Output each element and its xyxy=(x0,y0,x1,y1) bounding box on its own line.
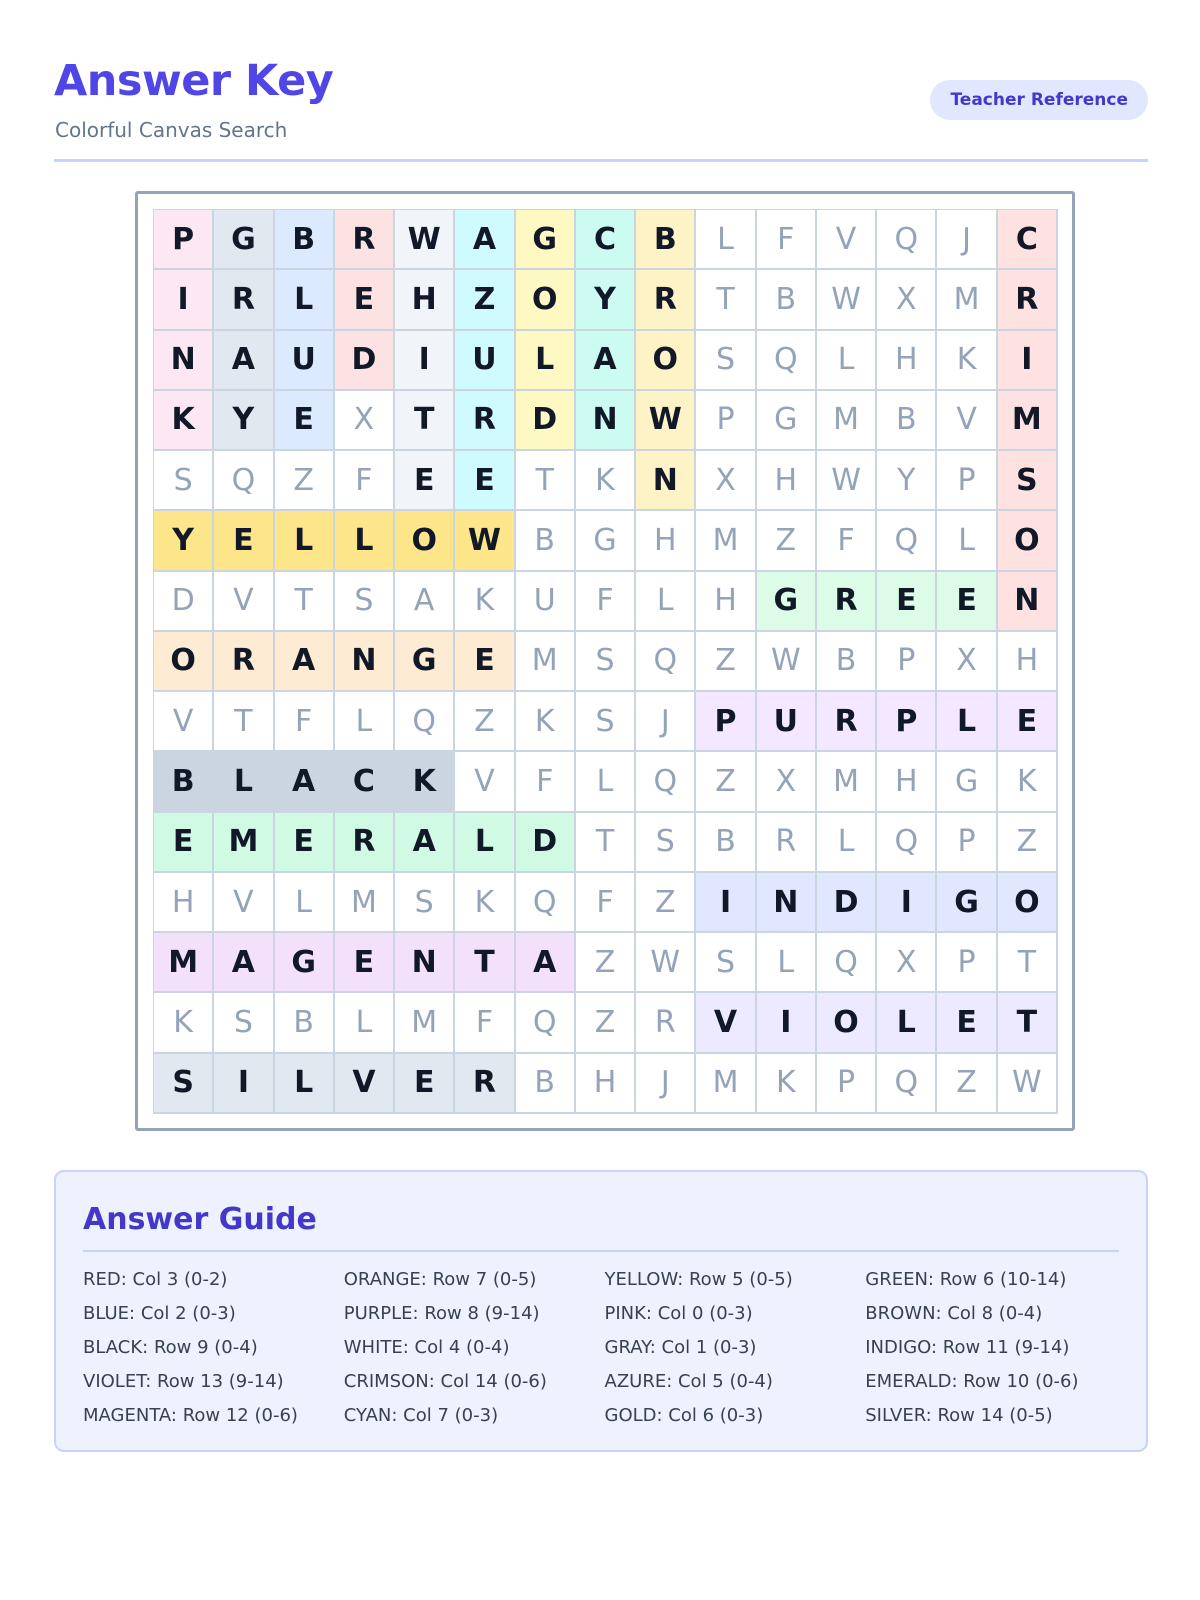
grid-cell: L xyxy=(275,1054,335,1114)
grid-cell: A xyxy=(214,331,274,391)
grid-cell: N xyxy=(395,933,455,993)
grid-cell: Z xyxy=(576,933,636,993)
grid-cell: X xyxy=(937,632,997,692)
grid-cell: I xyxy=(998,331,1058,391)
grid-cell: L xyxy=(455,813,515,873)
grid-cell: V xyxy=(214,572,274,632)
grid-cell: R xyxy=(998,270,1058,330)
grid-cell: P xyxy=(696,391,756,451)
grid-cell: A xyxy=(395,572,455,632)
grid-cell: Q xyxy=(877,1054,937,1114)
grid-cell: K xyxy=(395,752,455,812)
answer-guide-item: INDIGO: Row 11 (9-14) xyxy=(865,1337,1070,1358)
teacher-reference-badge: Teacher Reference xyxy=(930,80,1148,120)
grid-cell: S xyxy=(154,451,214,511)
grid-cell: Z xyxy=(998,813,1058,873)
grid-cell: T xyxy=(455,933,515,993)
grid-cell: M xyxy=(998,391,1058,451)
grid-cell: L xyxy=(214,752,274,812)
grid-cell: W xyxy=(636,391,696,451)
grid-cell: L xyxy=(696,210,756,270)
grid-cell: S xyxy=(214,993,274,1053)
grid-cell: E xyxy=(455,632,515,692)
grid-cell: R xyxy=(214,270,274,330)
grid-cell: A xyxy=(275,752,335,812)
grid-cell: O xyxy=(395,511,455,571)
puzzle-frame xyxy=(135,191,1075,1131)
grid-cell: Q xyxy=(636,752,696,812)
grid-cell: H xyxy=(636,511,696,571)
grid-cell: A xyxy=(214,933,274,993)
grid-cell: B xyxy=(275,210,335,270)
grid-cell: P xyxy=(154,210,214,270)
grid-cell: B xyxy=(817,632,877,692)
grid-cell: Q xyxy=(395,692,455,752)
grid-cell: I xyxy=(757,993,817,1053)
grid-cell: R xyxy=(214,632,274,692)
grid-cell: E xyxy=(154,813,214,873)
grid-cell: B xyxy=(154,752,214,812)
grid-cell: E xyxy=(275,391,335,451)
grid-cell: M xyxy=(516,632,576,692)
grid-cell: M xyxy=(696,1054,756,1114)
grid-cell: R xyxy=(817,692,877,752)
grid-cell: P xyxy=(696,692,756,752)
answer-guide-divider xyxy=(83,1250,1119,1252)
grid-cell: A xyxy=(576,331,636,391)
grid-cell: W xyxy=(395,210,455,270)
answer-guide-item: PINK: Col 0 (0-3) xyxy=(604,1303,753,1324)
grid-cell: T xyxy=(998,933,1058,993)
grid-cell: F xyxy=(576,873,636,933)
grid-cell: N xyxy=(154,331,214,391)
grid-cell: R xyxy=(817,572,877,632)
grid-cell: L xyxy=(937,511,997,571)
grid-cell: A xyxy=(275,632,335,692)
grid-cell: G xyxy=(757,572,817,632)
answer-guide-item: WHITE: Col 4 (0-4) xyxy=(343,1337,510,1358)
grid-cell: B xyxy=(636,210,696,270)
grid-cell: U xyxy=(455,331,515,391)
grid-cell: E xyxy=(877,572,937,632)
answer-guide-item: YELLOW: Row 5 (0-5) xyxy=(604,1269,793,1290)
grid-cell: B xyxy=(757,270,817,330)
grid-cell: F xyxy=(455,993,515,1053)
grid-cell: F xyxy=(335,451,395,511)
grid-cell: L xyxy=(335,511,395,571)
page-title: Answer Key xyxy=(54,56,334,106)
grid-cell: P xyxy=(817,1054,877,1114)
grid-cell: Z xyxy=(455,270,515,330)
grid-cell: D xyxy=(335,331,395,391)
grid-cell: X xyxy=(757,752,817,812)
grid-cell: Z xyxy=(757,511,817,571)
grid-cell: X xyxy=(877,933,937,993)
grid-cell: L xyxy=(335,993,395,1053)
grid-cell: L xyxy=(516,331,576,391)
grid-cell: E xyxy=(937,572,997,632)
grid-cell: J xyxy=(636,692,696,752)
grid-cell: S xyxy=(576,632,636,692)
grid-cell: Y xyxy=(576,270,636,330)
grid-cell: N xyxy=(757,873,817,933)
answer-guide-item: AZURE: Col 5 (0-4) xyxy=(604,1371,773,1392)
grid-cell: H xyxy=(154,873,214,933)
grid-cell: D xyxy=(516,813,576,873)
grid-cell: Z xyxy=(696,632,756,692)
grid-cell: R xyxy=(335,210,395,270)
grid-cell: F xyxy=(275,692,335,752)
grid-cell: K xyxy=(757,1054,817,1114)
grid-cell: G xyxy=(937,752,997,812)
grid-cell: C xyxy=(998,210,1058,270)
grid-cell: M xyxy=(214,813,274,873)
grid-cell: W xyxy=(998,1054,1058,1114)
grid-cell: H xyxy=(395,270,455,330)
answer-guide-item: BROWN: Col 8 (0-4) xyxy=(865,1303,1043,1324)
grid-cell: L xyxy=(275,270,335,330)
grid-cell: T xyxy=(214,692,274,752)
grid-cell: S xyxy=(395,873,455,933)
grid-cell: K xyxy=(998,752,1058,812)
grid-cell: Q xyxy=(516,873,576,933)
grid-cell: I xyxy=(154,270,214,330)
grid-cell: W xyxy=(817,270,877,330)
grid-cell: X xyxy=(335,391,395,451)
grid-cell: R xyxy=(636,993,696,1053)
grid-cell: Q xyxy=(877,511,937,571)
grid-cell: E xyxy=(275,813,335,873)
grid-cell: U xyxy=(516,572,576,632)
grid-cell: O xyxy=(817,993,877,1053)
grid-cell: C xyxy=(576,210,636,270)
grid-cell: E xyxy=(335,933,395,993)
grid-cell: V xyxy=(335,1054,395,1114)
grid-cell: Z xyxy=(937,1054,997,1114)
grid-cell: F xyxy=(817,511,877,571)
grid-cell: R xyxy=(335,813,395,873)
grid-cell: O xyxy=(516,270,576,330)
grid-cell: I xyxy=(214,1054,274,1114)
grid-cell: L xyxy=(275,511,335,571)
grid-cell: H xyxy=(696,572,756,632)
grid-cell: H xyxy=(576,1054,636,1114)
grid-cell: H xyxy=(877,752,937,812)
grid-cell: R xyxy=(757,813,817,873)
grid-cell: K xyxy=(455,873,515,933)
grid-cell: S xyxy=(636,813,696,873)
answer-guide-item: GRAY: Col 1 (0-3) xyxy=(604,1337,757,1358)
answer-guide-title: Answer Guide xyxy=(83,1202,317,1237)
answer-guide-item: RED: Col 3 (0-2) xyxy=(83,1269,228,1290)
grid-cell: K xyxy=(516,692,576,752)
grid-cell: Q xyxy=(877,210,937,270)
grid-cell: S xyxy=(154,1054,214,1114)
answer-guide-item: GOLD: Col 6 (0-3) xyxy=(604,1405,764,1426)
grid-cell: T xyxy=(998,993,1058,1053)
answer-guide-item: ORANGE: Row 7 (0-5) xyxy=(343,1269,537,1290)
grid-cell: L xyxy=(636,572,696,632)
grid-cell: Z xyxy=(576,993,636,1053)
grid-cell: T xyxy=(516,451,576,511)
grid-cell: T xyxy=(395,391,455,451)
grid-cell: H xyxy=(877,331,937,391)
grid-cell: Q xyxy=(636,632,696,692)
grid-cell: V xyxy=(817,210,877,270)
page-subtitle: Colorful Canvas Search xyxy=(55,118,288,142)
grid-cell: O xyxy=(636,331,696,391)
grid-cell: Q xyxy=(214,451,274,511)
grid-cell: H xyxy=(757,451,817,511)
grid-cell: Q xyxy=(817,933,877,993)
page-header xyxy=(54,52,1148,162)
answer-guide-item: PURPLE: Row 8 (9-14) xyxy=(343,1303,540,1324)
answer-guide-item: SILVER: Row 14 (0-5) xyxy=(865,1405,1053,1426)
answer-guide-item: BLACK: Row 9 (0-4) xyxy=(83,1337,258,1358)
grid-cell: N xyxy=(576,391,636,451)
answer-guide-item: EMERALD: Row 10 (0-6) xyxy=(865,1371,1079,1392)
grid-cell: L xyxy=(817,331,877,391)
grid-cell: L xyxy=(877,993,937,1053)
grid-cell: Q xyxy=(516,993,576,1053)
grid-cell: M xyxy=(696,511,756,571)
grid-cell: X xyxy=(877,270,937,330)
puzzle-grid xyxy=(153,209,1058,1114)
grid-cell: V xyxy=(455,752,515,812)
grid-cell: O xyxy=(998,511,1058,571)
grid-cell: N xyxy=(636,451,696,511)
grid-cell: G xyxy=(395,632,455,692)
grid-cell: G xyxy=(214,210,274,270)
grid-cell: F xyxy=(757,210,817,270)
grid-cell: E xyxy=(937,993,997,1053)
grid-cell: E xyxy=(395,451,455,511)
answer-guide-list xyxy=(83,1268,1126,1428)
grid-cell: H xyxy=(998,632,1058,692)
grid-cell: O xyxy=(998,873,1058,933)
grid-cell: U xyxy=(275,331,335,391)
answer-guide-item: GREEN: Row 6 (10-14) xyxy=(865,1269,1067,1290)
grid-cell: P xyxy=(877,692,937,752)
grid-cell: L xyxy=(817,813,877,873)
grid-cell: M xyxy=(335,873,395,933)
grid-cell: Y xyxy=(877,451,937,511)
grid-cell: S xyxy=(576,692,636,752)
answer-guide-item: CYAN: Col 7 (0-3) xyxy=(343,1405,499,1426)
grid-cell: B xyxy=(696,813,756,873)
grid-cell: K xyxy=(154,391,214,451)
grid-cell: B xyxy=(877,391,937,451)
grid-cell: P xyxy=(937,813,997,873)
grid-cell: M xyxy=(817,391,877,451)
grid-cell: L xyxy=(335,692,395,752)
grid-cell: O xyxy=(154,632,214,692)
grid-cell: I xyxy=(395,331,455,391)
grid-cell: G xyxy=(275,933,335,993)
grid-cell: U xyxy=(757,692,817,752)
grid-cell: R xyxy=(636,270,696,330)
grid-cell: S xyxy=(998,451,1058,511)
grid-cell: D xyxy=(817,873,877,933)
grid-cell: E xyxy=(214,511,274,571)
grid-cell: V xyxy=(214,873,274,933)
grid-cell: D xyxy=(154,572,214,632)
grid-cell: Y xyxy=(214,391,274,451)
grid-cell: E xyxy=(395,1054,455,1114)
grid-cell: B xyxy=(275,993,335,1053)
grid-cell: I xyxy=(696,873,756,933)
grid-cell: F xyxy=(576,572,636,632)
grid-cell: D xyxy=(516,391,576,451)
answer-guide-item: CRIMSON: Col 14 (0-6) xyxy=(343,1371,547,1392)
grid-cell: W xyxy=(817,451,877,511)
grid-cell: G xyxy=(576,511,636,571)
grid-cell: A xyxy=(516,933,576,993)
grid-cell: A xyxy=(455,210,515,270)
grid-cell: L xyxy=(576,752,636,812)
answer-guide-item: VIOLET: Row 13 (9-14) xyxy=(83,1371,284,1392)
grid-cell: G xyxy=(516,210,576,270)
grid-cell: N xyxy=(335,632,395,692)
grid-cell: T xyxy=(576,813,636,873)
grid-cell: N xyxy=(998,572,1058,632)
grid-cell: P xyxy=(877,632,937,692)
grid-cell: K xyxy=(455,572,515,632)
grid-cell: P xyxy=(937,933,997,993)
grid-cell: S xyxy=(335,572,395,632)
grid-cell: L xyxy=(757,933,817,993)
grid-cell: Q xyxy=(757,331,817,391)
answer-guide-item: MAGENTA: Row 12 (0-6) xyxy=(83,1405,298,1426)
grid-cell: G xyxy=(757,391,817,451)
grid-cell: V xyxy=(937,391,997,451)
grid-cell: M xyxy=(395,993,455,1053)
grid-cell: S xyxy=(696,331,756,391)
grid-cell: E xyxy=(455,451,515,511)
grid-cell: M xyxy=(817,752,877,812)
grid-cell: B xyxy=(516,1054,576,1114)
grid-cell: Y xyxy=(154,511,214,571)
grid-cell: Q xyxy=(877,813,937,873)
grid-cell: V xyxy=(696,993,756,1053)
grid-cell: T xyxy=(696,270,756,330)
grid-cell: Z xyxy=(455,692,515,752)
grid-cell: W xyxy=(636,933,696,993)
grid-cell: A xyxy=(395,813,455,873)
grid-cell: R xyxy=(455,391,515,451)
grid-cell: I xyxy=(877,873,937,933)
grid-cell: K xyxy=(937,331,997,391)
grid-cell: L xyxy=(275,873,335,933)
grid-cell: Z xyxy=(696,752,756,812)
grid-cell: J xyxy=(937,210,997,270)
grid-cell: L xyxy=(937,692,997,752)
grid-cell: Z xyxy=(636,873,696,933)
grid-cell: V xyxy=(154,692,214,752)
grid-cell: S xyxy=(696,933,756,993)
grid-cell: M xyxy=(937,270,997,330)
grid-cell: M xyxy=(154,933,214,993)
grid-cell: F xyxy=(516,752,576,812)
grid-cell: W xyxy=(455,511,515,571)
grid-cell: E xyxy=(998,692,1058,752)
grid-cell: E xyxy=(335,270,395,330)
answer-guide xyxy=(54,1170,1148,1452)
grid-cell: B xyxy=(516,511,576,571)
answer-guide-item: BLUE: Col 2 (0-3) xyxy=(83,1303,236,1324)
grid-cell: C xyxy=(335,752,395,812)
grid-cell: J xyxy=(636,1054,696,1114)
grid-cell: K xyxy=(154,993,214,1053)
grid-cell: P xyxy=(937,451,997,511)
grid-cell: W xyxy=(757,632,817,692)
grid-cell: T xyxy=(275,572,335,632)
grid-cell: X xyxy=(696,451,756,511)
grid-cell: Z xyxy=(275,451,335,511)
grid-cell: K xyxy=(576,451,636,511)
grid-cell: G xyxy=(937,873,997,933)
grid-cell: R xyxy=(455,1054,515,1114)
